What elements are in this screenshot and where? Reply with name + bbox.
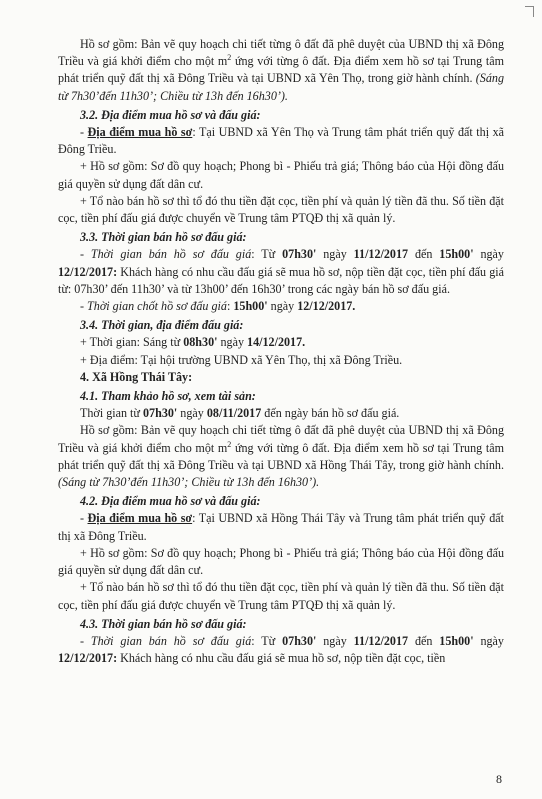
text: ngày xyxy=(217,335,248,350)
time: 07h30' xyxy=(282,633,317,648)
text: ngày xyxy=(177,406,207,421)
paragraph-dia-diem-mua-2 xyxy=(58,510,504,544)
text: + Thời gian: Sáng từ xyxy=(80,335,184,350)
text: - xyxy=(80,125,88,140)
superscript: 2 xyxy=(227,439,232,449)
text: ngày xyxy=(473,633,504,648)
time: 07h30' xyxy=(143,406,178,421)
paragraph-thoi-gian-tham-khao xyxy=(58,405,504,422)
heading-3-2: 3.2. Địa điểm mua hồ sơ và đấu giá: xyxy=(80,107,261,122)
label: - Thời gian chốt hồ sơ đấu giá xyxy=(80,299,227,314)
heading-4-1: 4.1. Tham khảo hồ sơ, xem tài sản: xyxy=(80,389,256,404)
time: 07h30' xyxy=(282,247,317,262)
paragraph-dia-diem-dau-gia: + Địa điểm: Tại hội trường UBND xã Yên Thọ, thị xã Đông Triều. xyxy=(80,352,403,367)
superscript: 2 xyxy=(227,53,232,63)
time: 15h00' xyxy=(233,299,268,314)
date: 08/11/2017 xyxy=(206,406,262,421)
office-hours: (Sáng từ 7h30’đến 11h30’; Chiều từ 13h đến 16h30’). xyxy=(58,475,320,490)
text: ứng với từng ô đất. Địa điểm xem hồ sơ tại Trung tâm phát triển quỹ đất thị xã Đông Triều và tại UBND xã Hồng Thái Tây, trong giờ hành chính. xyxy=(58,440,504,472)
paragraph-ho-so-gom xyxy=(58,36,504,105)
text: Khách hàng có nhu cầu đấu giá sẽ mua hồ sơ, nộp tiền đặt cọc, tiền xyxy=(117,651,446,666)
date: 11/12/2017 xyxy=(353,633,409,648)
text: Hồ sơ gồm: Bản vẽ quy hoạch chi tiết từng ô đất đã phê duyệt của UBND thị xã Đông Triều và giá khởi điểm cho một m xyxy=(58,423,504,455)
paragraph-to-ban-ho-so: + Tổ nào bán hồ sơ thì tổ đó thu tiền đặt cọc, tiền phí và quản lý tiền đã thu. Số tiền đặt cọc, tiền phí đấu giá được chuyển về Trung tâm PTQĐ thị xã quản lý. xyxy=(58,193,504,226)
page-number: 8 xyxy=(496,772,502,786)
label: Địa điểm mua hồ sơ xyxy=(87,511,193,526)
time: 15h00' xyxy=(439,633,474,648)
paragraph-thoi-gian-dau-gia xyxy=(58,334,504,351)
label: Địa điểm mua hồ sơ xyxy=(87,125,193,140)
label: - Thời gian bán hồ sơ đấu giá xyxy=(80,633,252,648)
text: : Tại UBND xã Yên Thọ và Trung tâm phát triển quỹ đất thị xã Đông Triều. xyxy=(58,125,504,157)
text: ứng với từng ô đất. Địa điểm xem hồ sơ tại Trung tâm phát triển quỹ đất thị xã Đông Triều và tại UBND xã Yên Thọ, trong giờ hành chính. xyxy=(58,54,504,86)
paragraph-dia-diem-mua xyxy=(58,124,504,158)
text: : Từ xyxy=(251,247,283,262)
text: ngày xyxy=(267,299,298,314)
label: - Thời gian bán hồ sơ đấu giá xyxy=(80,247,252,262)
text: ngày xyxy=(316,633,354,648)
text: ngày xyxy=(316,247,354,262)
date: 11/12/2017 xyxy=(353,247,409,262)
paragraph-ho-so-gom-list: + Hồ sơ gồm: Sơ đồ quy hoạch; Phong bì - Phiếu trả giá; Thông báo của Hội đồng đấu giá quyền sử dụng đất dân cư. xyxy=(58,159,504,191)
text: đến ngày bán hồ sơ đấu giá. xyxy=(261,406,400,421)
paragraph-ho-so-gom-2 xyxy=(58,422,504,491)
date: 14/12/2017. xyxy=(247,335,306,350)
text: đến xyxy=(408,633,440,648)
date: 12/12/2017: xyxy=(58,264,118,279)
paragraph-thoi-gian-ban-2 xyxy=(58,633,504,667)
text: - xyxy=(80,511,88,526)
heading-3-4: 3.4. Thời gian, địa điểm đấu giá: xyxy=(80,318,244,333)
heading-4-3: 4.3. Thời gian bán hồ sơ đấu giá: xyxy=(80,616,247,631)
date: 12/12/2017. xyxy=(297,299,356,314)
text: : xyxy=(226,299,234,314)
heading-3-3: 3.3. Thời gian bán hồ sơ đấu giá: xyxy=(80,230,247,245)
date: 12/12/2017: xyxy=(58,651,118,666)
text: Hồ sơ gồm: Bản vẽ quy hoạch chi tiết từng ô đất đã phê duyệt của UBND thị xã Đông Triều và giá khởi điểm cho một m xyxy=(58,37,504,69)
heading-4-2: 4.2. Địa điểm mua hồ sơ và đấu giá: xyxy=(80,494,261,509)
time: 08h30' xyxy=(183,335,218,350)
text: ngày xyxy=(473,247,504,262)
heading-4: 4. Xã Hồng Thái Tây: xyxy=(80,369,193,384)
paragraph-to-ban-ho-so-2: + Tổ nào bán hồ sơ thì tổ đó thu tiền đặt cọc, tiền phí và quản lý tiền đã thu. Số tiền đặt cọc, tiền phí đấu giá được chuyển về Trung tâm PTQĐ thị xã quản lý. xyxy=(58,580,504,612)
text: Thời gian từ xyxy=(80,406,143,421)
document-body xyxy=(58,36,504,667)
text: : Tại UBND xã Hồng Thái Tây và Trung tâm phát triển quỹ đất thị xã Đông Triều. xyxy=(58,511,504,543)
time: 15h00' xyxy=(439,247,474,262)
paragraph-thoi-gian-ban xyxy=(58,246,504,298)
paragraph-ho-so-gom-list-2: + Hồ sơ gồm: Sơ đồ quy hoạch; Phong bì - Phiếu trả giá; Thông báo của Hội đồng đấu giá quyền sử dụng đất dân cư. xyxy=(58,545,504,578)
paragraph-thoi-gian-chot xyxy=(58,298,504,315)
corner-mark xyxy=(525,6,534,17)
text: : Từ xyxy=(251,633,283,648)
text: Khách hàng có nhu cầu đấu giá sẽ mua hồ sơ, nộp tiền đặt cọc, tiền phí đấu giá từ: 07h30’ đến 11h30’ và từ 13h00’ đến 16h30’ trong các ngày bán hồ sơ đấu giá. xyxy=(58,264,504,296)
text: đến xyxy=(408,247,440,262)
office-hours: (Sáng từ 7h30’đến 11h30’; Chiều từ 13h đến 16h30’). xyxy=(58,71,504,103)
